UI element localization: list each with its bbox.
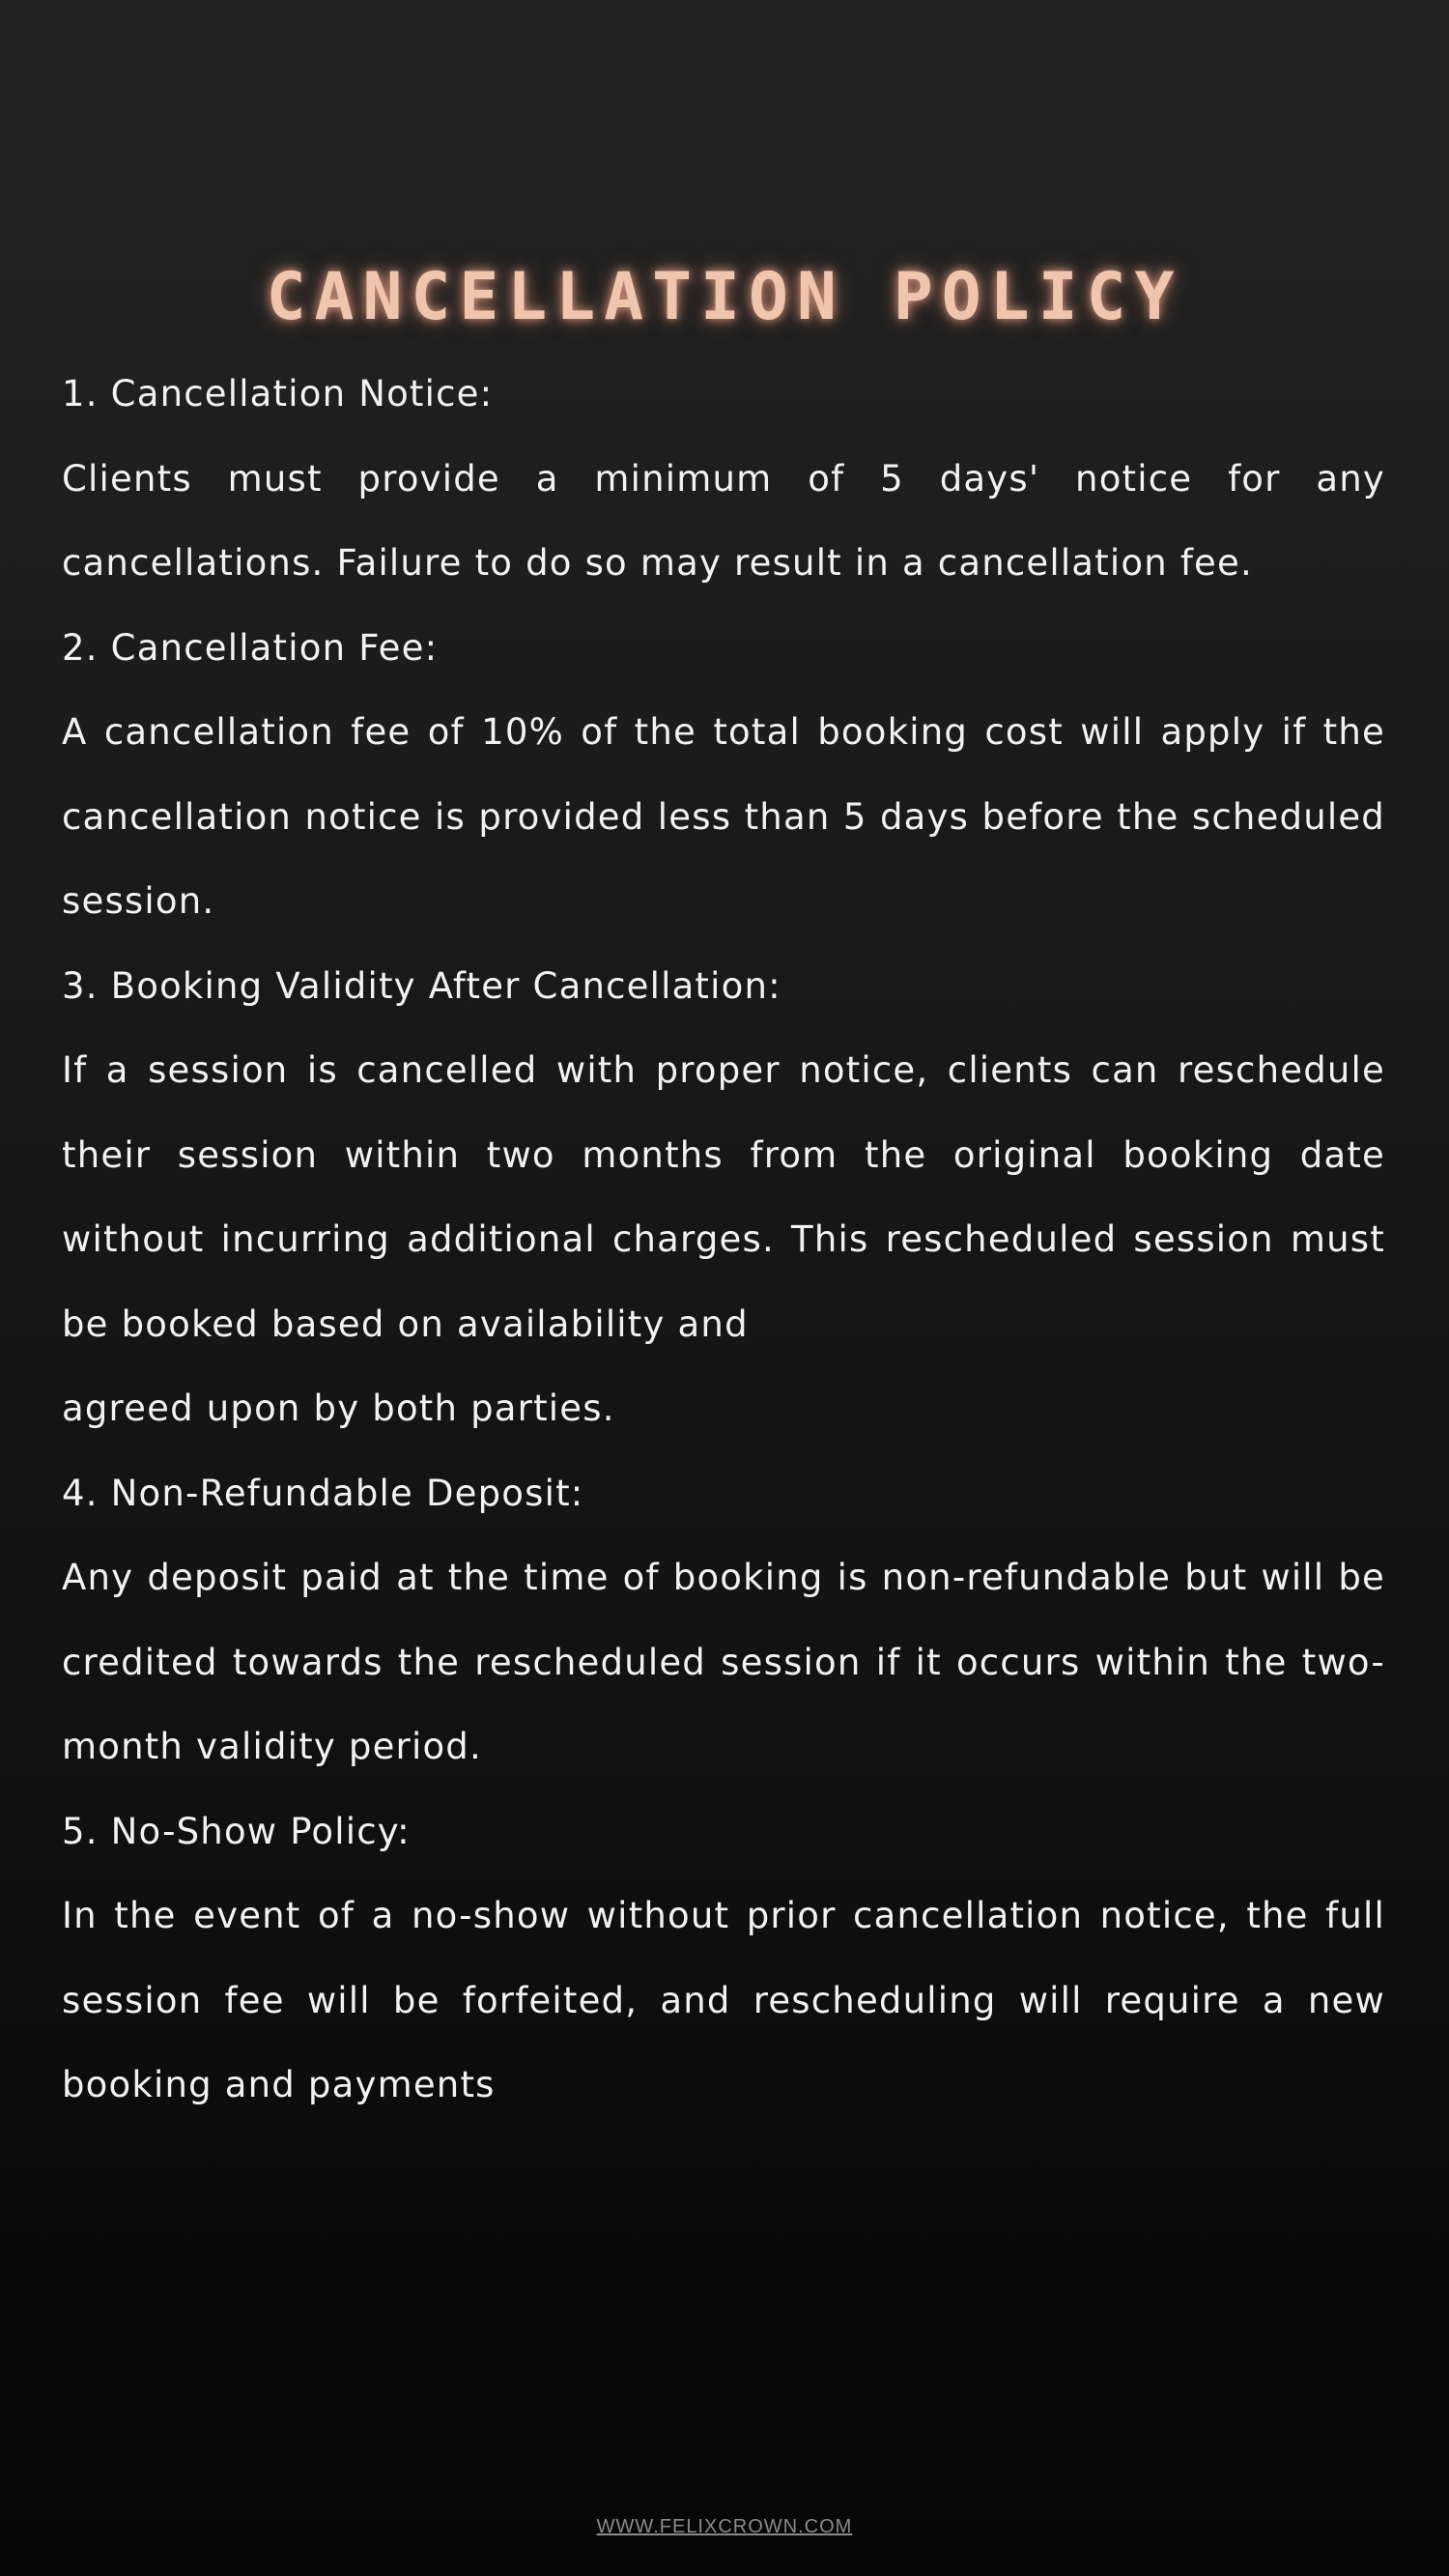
website-link[interactable]: WWW.FELIXCROWN.COM [596,2516,853,2537]
policy-content [62,352,1385,2128]
section-non-refundable-deposit [62,1451,1385,1789]
section-paragraph: A cancellation fee of 10% of the total booking cost will apply if the cancellation notice is provided less than 5 days before the scheduled session. [62,711,1385,922]
section-heading: 3. Booking Validity After Cancellation: [62,964,781,1007]
section-heading: 2. Cancellation Fee: [62,626,439,669]
section-paragraph: If a session is cancelled with proper notice, clients can reschedule their session within two months from the original booking date without incurring additional charges. This rescheduled session must be booked based on availability and [62,1049,1385,1345]
section-paragraph: Any deposit paid at the time of booking is non-refundable but will be credited towards the rescheduled session if it occurs within the two-month validity period. [62,1557,1385,1767]
section-paragraph: Clients must provide a minimum of 5 days' notice for any cancellations. Failure to do so may result in a cancellation fee. [62,457,1385,584]
section-no-show-policy [62,1789,1385,2128]
section-paragraph: In the event of a no-show without prior cancellation notice, the full session fee will be forfeited, and rescheduling will require a new booking and payments [62,1895,1385,2105]
section-cancellation-notice [62,352,1385,606]
section-heading: 1. Cancellation Notice: [62,373,494,415]
section-heading: 5. No-Show Policy: [62,1810,411,1852]
section-booking-validity [62,944,1385,1451]
section-cancellation-fee [62,606,1385,944]
section-heading: 4. Non-Refundable Deposit: [62,1472,584,1514]
page-title: CANCELLATION POLICY [266,259,1183,335]
section-paragraph: agreed upon by both parties. [62,1388,615,1429]
